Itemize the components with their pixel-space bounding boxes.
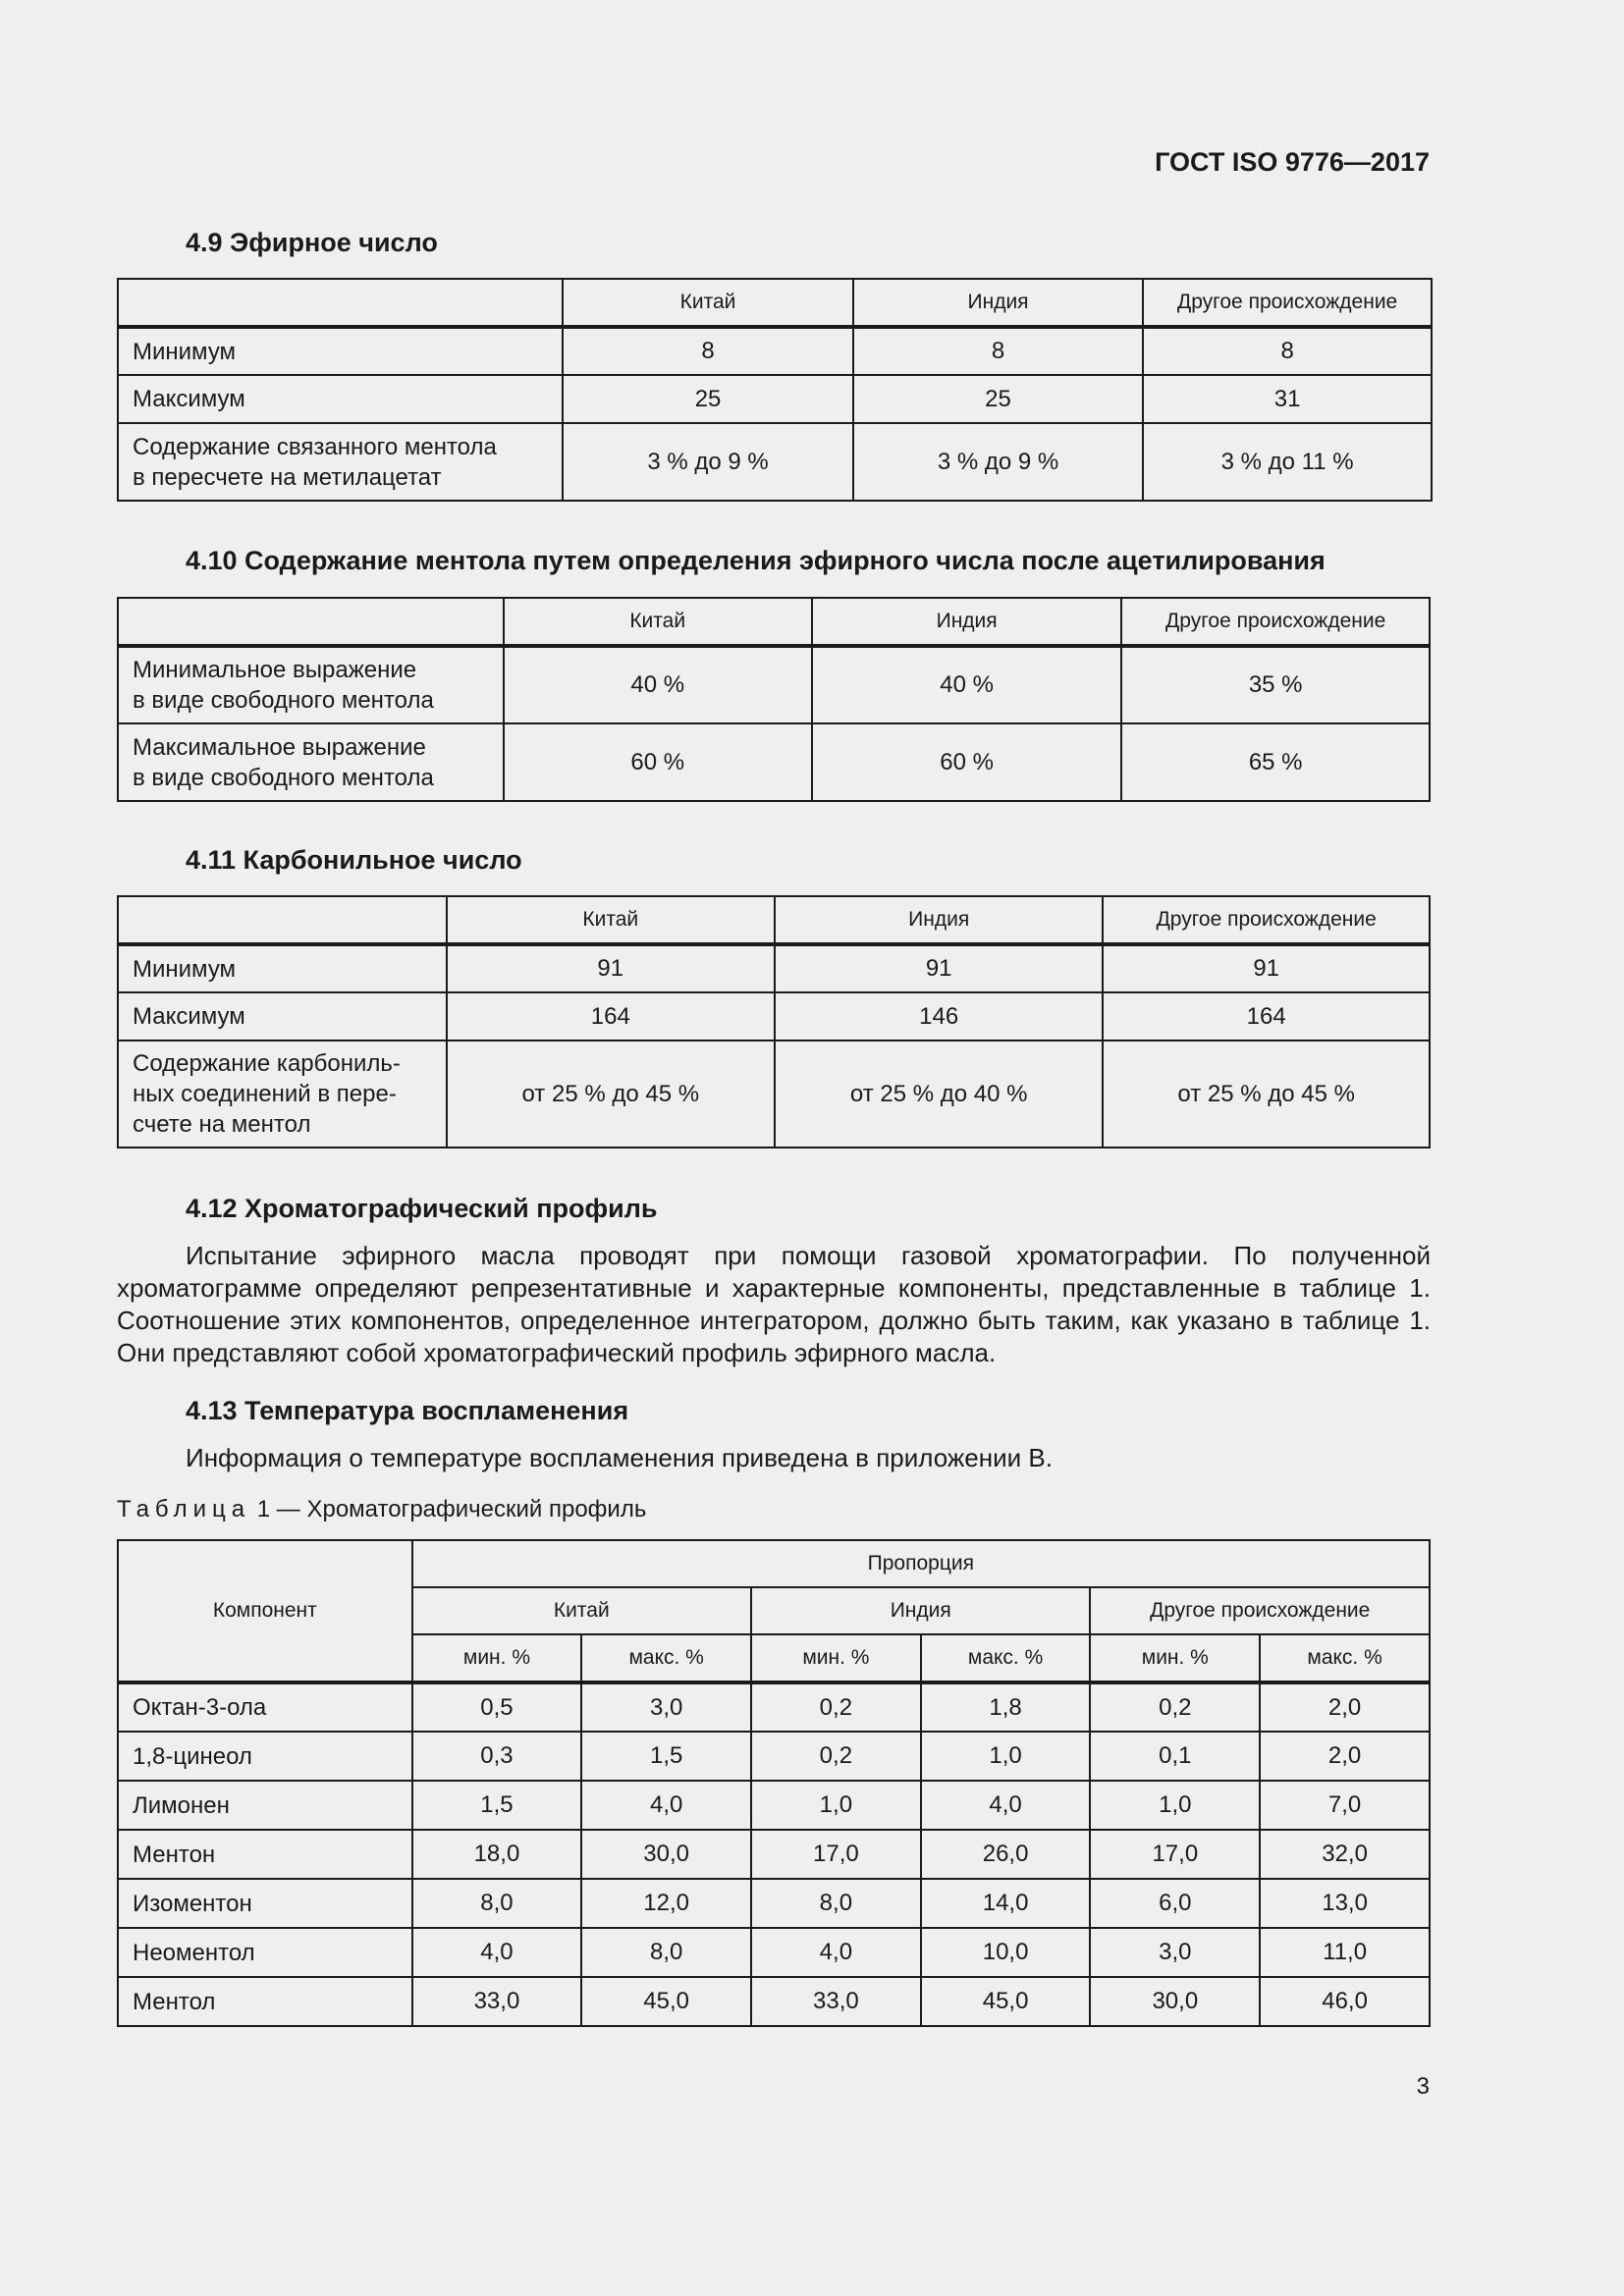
table-cell: 164 [447,992,775,1041]
table-cell: 17,0 [1090,1830,1260,1879]
table-cell: от 25 % до 45 % [1103,1041,1430,1148]
column-header: Индия [853,279,1143,327]
component-name: Ментон [118,1830,412,1879]
row-label-line: ных соединений в пере- [133,1081,397,1107]
component-name: Неоментол [118,1928,412,1977]
table-row [118,1682,1430,1732]
row-label: Максимум [118,992,447,1041]
component-name: Ментол [118,1977,412,2026]
table-cell: 0,2 [751,1732,921,1781]
table-cell: 18,0 [412,1830,582,1879]
table-cell: 1,0 [1090,1781,1260,1830]
min-header: мин. % [412,1634,582,1682]
table-cell: 33,0 [412,1977,582,2026]
table-cell: 1,8 [921,1682,1091,1732]
table-cell: 0,2 [1090,1682,1260,1732]
table-ester-number [117,278,1433,502]
table-row [118,1830,1430,1879]
table-cell: 31 [1143,375,1432,423]
table-cell: 1,5 [581,1732,751,1781]
table-cell: 1,5 [412,1781,582,1830]
table-cell: 60 % [812,723,1121,801]
table-caption-word: Таблица [117,1496,251,1522]
table-cell: 11,0 [1260,1928,1430,1977]
table-cell: от 25 % до 45 % [447,1041,775,1148]
proportion-header: Пропорция [412,1540,1430,1587]
section-title-4-13: 4.13 Температура воспламенения [186,1396,629,1425]
row-label: Минимум [118,944,447,992]
table-row [118,327,1432,375]
table-cell: 26,0 [921,1830,1091,1879]
row-label [118,423,563,501]
table-cell: 65 % [1121,723,1430,801]
table-cell: 1,0 [751,1781,921,1830]
column-header: Китай [504,598,812,646]
column-header: Другое происхождение [1121,598,1430,646]
table-cell: 6,0 [1090,1879,1260,1928]
table-cell: 2,0 [1260,1732,1430,1781]
section-title-4-12: 4.12 Хроматографический профиль [186,1194,658,1223]
header-empty-cell [118,896,447,944]
column-header: Другое происхождение [1143,279,1432,327]
table-cell: 4,0 [921,1781,1091,1830]
table-cell: 14,0 [921,1879,1091,1928]
table-cell: 25 [563,375,852,423]
component-name: Изоментон [118,1879,412,1928]
table-cell: 60 % [504,723,812,801]
table-row [118,375,1432,423]
row-label: Минимум [118,327,563,375]
paragraph-4-12: Испытание эфирного масла проводят при помощи газовой хроматографии. По полученной хроматограмме определяют репрезентативные и характерные компоненты, представленные в таблице 1. Соотношение этих компонентов, определенное интегратором, должно быть таким, как указано в таблице 1. Они представляют собой хроматографический профиль эфирного масла. [117,1241,1431,1367]
table-cell: от 25 % до 40 % [775,1041,1103,1148]
table-cell: 3 % до 9 % [853,423,1143,501]
table-cell: 17,0 [751,1830,921,1879]
table-carbonyl-number [117,895,1431,1148]
origin-header: Индия [751,1587,1090,1634]
table-cell: 13,0 [1260,1879,1430,1928]
table-cell: 91 [1103,944,1430,992]
component-name: Октан-3-ола [118,1682,412,1732]
header-empty-cell [118,279,563,327]
table-cell: 4,0 [581,1781,751,1830]
table-cell: 0,3 [412,1732,582,1781]
column-header: Индия [812,598,1121,646]
table-row [118,1928,1430,1977]
row-label: Максимум [118,375,563,423]
table-row [118,1732,1430,1781]
row-label [118,646,504,723]
table-cell: 33,0 [751,1977,921,2026]
table-cell: 30,0 [1090,1977,1260,2026]
table-row [118,1879,1430,1928]
row-label-line: Максимальное выражение [133,733,426,761]
min-header: мин. % [1090,1634,1260,1682]
table-caption-text: 1 — Хроматографический профиль [256,1496,647,1522]
document-code: ГОСТ ISO 9776—2017 [1155,147,1430,177]
table-cell: 30,0 [581,1830,751,1879]
table-cell: 3 % до 9 % [563,423,852,501]
section-title-4-9: 4.9 Эфирное число [186,228,438,257]
table-cell: 7,0 [1260,1781,1430,1830]
table-row [118,1781,1430,1830]
table-cell: 1,0 [921,1732,1091,1781]
component-name: 1,8-цинеол [118,1732,412,1781]
column-header: Китай [563,279,852,327]
component-header: Компонент [118,1540,412,1682]
page-number: 3 [1416,2073,1430,2100]
table-cell: 45,0 [581,1977,751,2026]
row-label-line: Содержание связанного ментола [133,433,497,460]
section-title-4-11: 4.11 Карбонильное число [186,845,522,875]
table-menthol-content [117,597,1431,802]
table-cell: 10,0 [921,1928,1091,1977]
table-row [118,423,1432,501]
table-cell: 0,5 [412,1682,582,1732]
table-cell: 4,0 [751,1928,921,1977]
table-chromatographic-profile [117,1539,1431,2027]
table-cell: 146 [775,992,1103,1041]
table-cell: 35 % [1121,646,1430,723]
table-cell: 2,0 [1260,1682,1430,1732]
table-cell: 164 [1103,992,1430,1041]
row-label-line: в виде свободного ментола [133,764,434,791]
table-cell: 8,0 [751,1879,921,1928]
table-row [118,944,1430,992]
table-cell: 46,0 [1260,1977,1430,2026]
max-header: макс. % [1260,1634,1430,1682]
table-cell: 8,0 [412,1879,582,1928]
table-cell: 3,0 [581,1682,751,1732]
table-row [118,1041,1430,1148]
row-label [118,1041,447,1148]
column-header: Китай [447,896,775,944]
row-label [118,723,504,801]
table-row [118,646,1430,723]
table-cell: 91 [447,944,775,992]
table-cell: 3 % до 11 % [1143,423,1432,501]
table-cell: 8,0 [581,1928,751,1977]
table-row [118,723,1430,801]
component-name: Лимонен [118,1781,412,1830]
table-cell: 40 % [504,646,812,723]
column-header: Индия [775,896,1103,944]
table-cell: 45,0 [921,1977,1091,2026]
paragraph-4-13: Информация о температуре воспламенения приведена в приложении В. [186,1443,1053,1472]
origin-header: Другое происхождение [1090,1587,1430,1634]
table-cell: 8 [1143,327,1432,375]
table-caption [117,1496,646,1523]
table-cell: 8 [563,327,852,375]
table-cell: 3,0 [1090,1928,1260,1977]
table-cell: 0,2 [751,1682,921,1732]
table-cell: 91 [775,944,1103,992]
table-cell: 25 [853,375,1143,423]
table-cell: 0,1 [1090,1732,1260,1781]
max-header: макс. % [921,1634,1091,1682]
table-cell: 4,0 [412,1928,582,1977]
section-title-4-10: 4.10 Содержание ментола путем определения эфирного числа после ацетилирования [186,546,1326,575]
table-row [118,992,1430,1041]
row-label-line: в виде свободного ментола [133,687,434,714]
min-header: мин. % [751,1634,921,1682]
column-header: Другое происхождение [1103,896,1430,944]
row-label-line: Минимальное выражение [133,657,417,683]
table-cell: 32,0 [1260,1830,1430,1879]
row-label-line: счете на ментол [133,1111,311,1138]
table-cell: 40 % [812,646,1121,723]
table-cell: 12,0 [581,1879,751,1928]
row-label-line: в пересчете на метилацетат [133,463,442,491]
table-row [118,1977,1430,2026]
header-empty-cell [118,598,504,646]
max-header: макс. % [581,1634,751,1682]
origin-header: Китай [412,1587,751,1634]
row-label-line: Содержание карбониль- [133,1050,401,1077]
table-cell: 8 [853,327,1143,375]
